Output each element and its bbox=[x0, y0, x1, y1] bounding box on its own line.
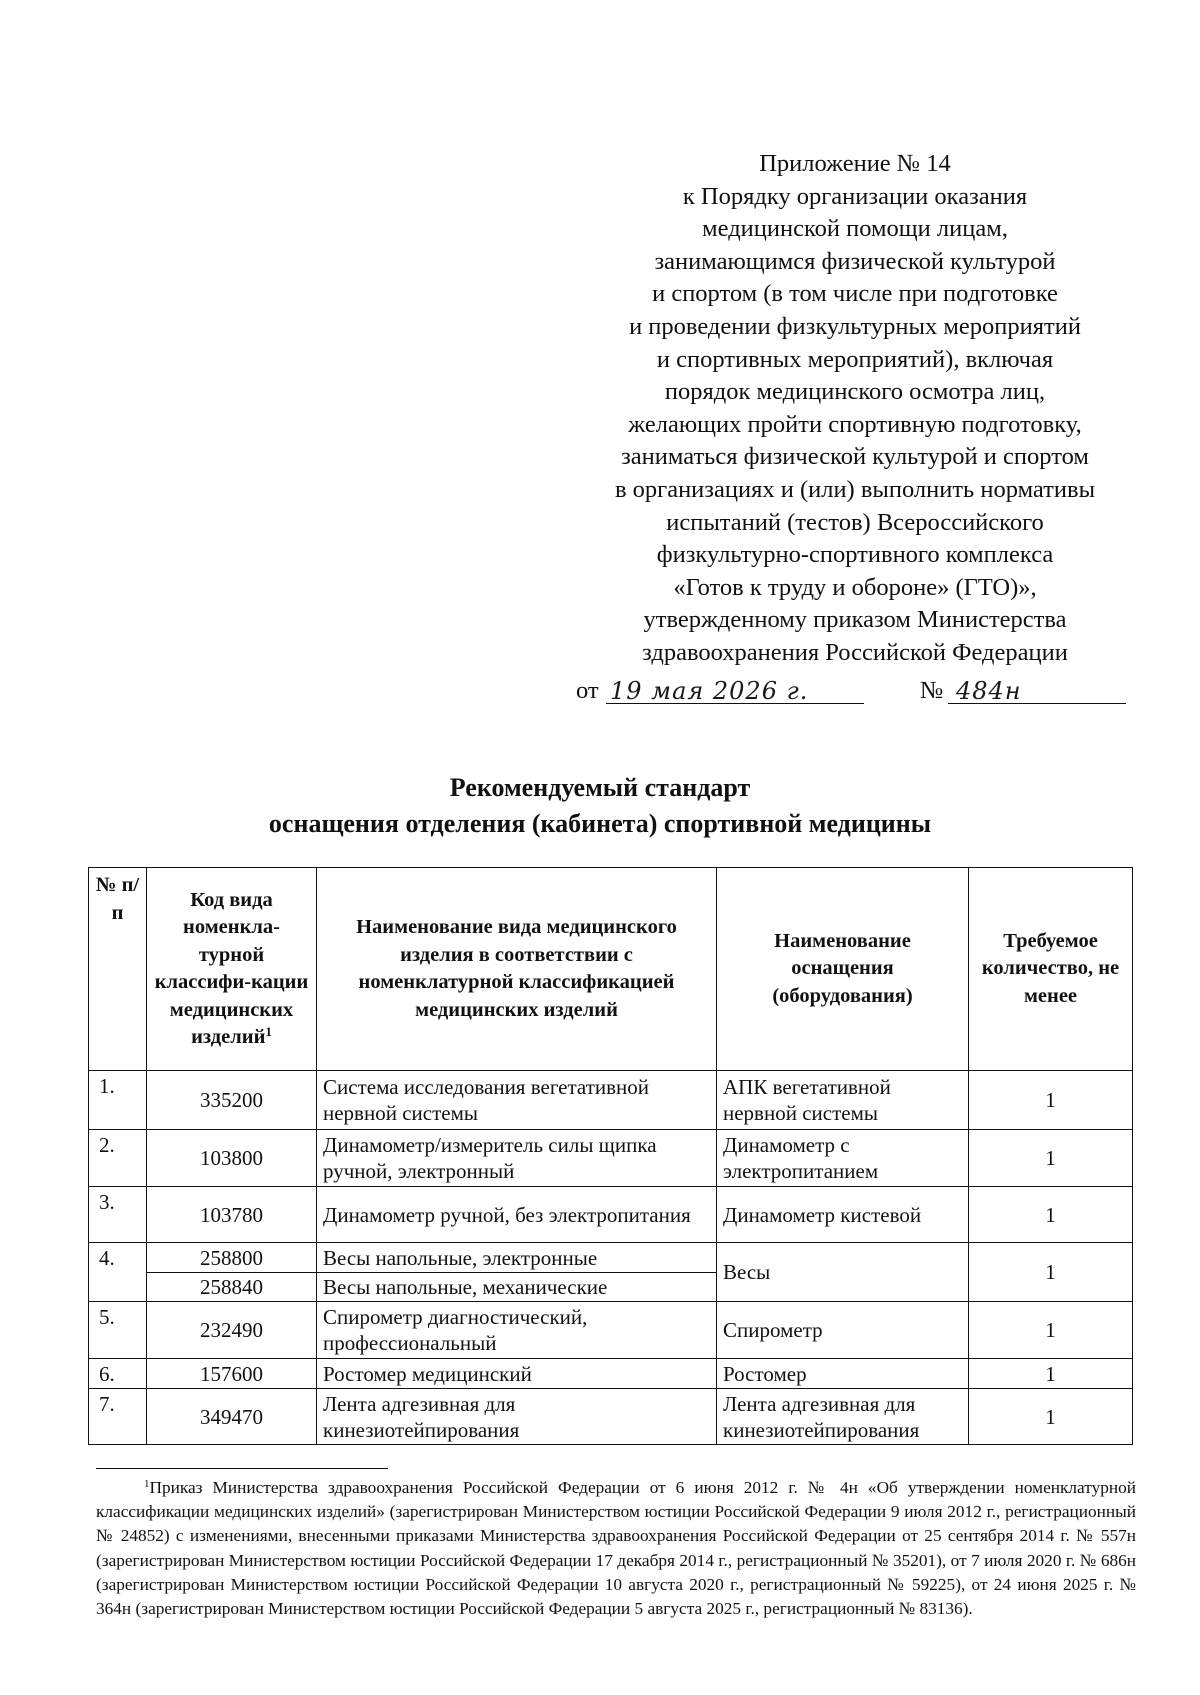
equipment-standard-table bbox=[88, 867, 1133, 1445]
appendix-line: и проведении физкультурных мероприятий bbox=[629, 312, 1081, 340]
appendix-line: медицинской помощи лицам, bbox=[702, 215, 1008, 243]
order-reference bbox=[576, 675, 1136, 707]
appendix-line: и спортивных мероприятий), включая bbox=[656, 345, 1054, 373]
order-date-handwritten: 19 мая 2026 г. bbox=[610, 677, 809, 705]
row-device-kind: Весы напольные, механические bbox=[317, 1273, 717, 1302]
row-code: 103780 bbox=[147, 1187, 317, 1243]
header-device-kind: Наименование вида медицинского изделия в соответствии с номенклатурной классификацией медицинских изделий bbox=[317, 868, 717, 1071]
row-device-kind: Лента адгезивная для кинезиотейпирования bbox=[317, 1389, 717, 1445]
row-equipment: АПК вегетативной нервной системы bbox=[717, 1071, 969, 1130]
title-line-1: Рекомендуемый стандарт bbox=[449, 773, 751, 802]
row-quantity: 1 bbox=[969, 1071, 1133, 1130]
row-no: 2. bbox=[89, 1130, 147, 1187]
appendix-line: и спортом (в том числе при подготовке bbox=[652, 280, 1058, 308]
row-equipment: Динамометр кистевой bbox=[717, 1187, 969, 1243]
row-code: 335200 bbox=[147, 1071, 317, 1130]
row-no: 5. bbox=[89, 1302, 147, 1359]
row-no: 6. bbox=[89, 1359, 147, 1389]
row-device-kind: Динамометр ручной, без электропитания bbox=[317, 1187, 717, 1243]
row-code: 103800 bbox=[147, 1130, 317, 1187]
row-no: 1. bbox=[89, 1071, 147, 1130]
row-device-kind: Система исследования вегетативной нервной системы bbox=[317, 1071, 717, 1130]
appendix-line: Приложение № 14 bbox=[759, 150, 951, 177]
appendix-line: занимающимся физической культурой bbox=[654, 247, 1056, 275]
row-quantity: 1 bbox=[969, 1359, 1133, 1389]
order-number-handwritten: 484н bbox=[956, 677, 1022, 705]
appendix-line: заниматься физической культурой и спортом bbox=[621, 443, 1089, 471]
row-code: 232490 bbox=[147, 1302, 317, 1359]
appendix-line: в организациях и (или) выполнить нормативы bbox=[614, 475, 1096, 503]
table-header-row bbox=[89, 868, 1133, 1071]
header-quantity: Требуемое количество, не менее bbox=[969, 868, 1133, 1071]
header-no: № п/п bbox=[89, 868, 147, 1071]
row-equipment: Лента адгезивная для кинезиотейпирования bbox=[717, 1389, 969, 1445]
row-no: 3. bbox=[89, 1187, 147, 1243]
row-quantity: 1 bbox=[969, 1389, 1133, 1445]
table-row bbox=[89, 1071, 1133, 1130]
row-device-kind: Спирометр диагностический, профессиональный bbox=[317, 1302, 717, 1359]
row-code: 258840 bbox=[147, 1273, 317, 1302]
row-no: 7. bbox=[89, 1389, 147, 1445]
order-from-label: от bbox=[576, 677, 599, 704]
appendix-line: утвержденному приказом Министерства bbox=[643, 606, 1067, 634]
footnote-marker: 1 bbox=[144, 1478, 150, 1490]
table-row bbox=[89, 1302, 1133, 1359]
appendix-line: испытаний (тестов) Всероссийского bbox=[666, 508, 1044, 536]
row-device-kind: Весы напольные, электронные bbox=[317, 1243, 717, 1273]
row-quantity: 1 bbox=[969, 1130, 1133, 1187]
row-quantity: 1 bbox=[969, 1187, 1133, 1243]
table-row bbox=[89, 1187, 1133, 1243]
header-code bbox=[147, 868, 317, 1071]
table-row bbox=[89, 1389, 1133, 1445]
table-row bbox=[89, 1243, 1133, 1273]
document-title bbox=[60, 770, 1140, 842]
row-device-kind: Ростомер медицинский bbox=[317, 1359, 717, 1389]
appendix-header bbox=[570, 148, 1140, 670]
header-code-text: Код вида номенкла-турной классифи-кации медицинских изделий bbox=[154, 888, 309, 1048]
table-row bbox=[89, 1130, 1133, 1187]
row-code: 157600 bbox=[147, 1359, 317, 1389]
title-line-2: оснащения отделения (кабинета) спортивной медицины bbox=[268, 809, 932, 838]
appendix-line: физкультурно-спортивного комплекса bbox=[656, 541, 1054, 569]
row-code: 258800 bbox=[147, 1243, 317, 1273]
order-number-label: № bbox=[920, 677, 944, 704]
footnote bbox=[96, 1476, 1136, 1621]
footnote-text: Приказ Министерства здравоохранения Российской Федерации от 6 июня 2012 г. № 4н «Об утверждении номенклатурной классификации медицинских изделий» (зарегистрирован Министерством юстиции Российской Федерации 9 июля 2012 г., регистрационный № 24852) с изменениями, внесенными приказами Министерства здравоохранения Российской Федерации от 25 сентября 2014 г. № 557н (зарегистрирован Министерством юстиции Российской Федерации 17 декабря 2014 г., регистрационный № 35201), от 7 июля 2020 г. № 686н (зарегистрирован Министерством юстиции Российской Федерации 10 августа 2020 г., регистрационный № 59225), от 24 июня 2025 г. № 364н (зарегистрирован Министерством юстиции Российской Федерации 5 августа 2025 г., регистрационный № 83136). bbox=[96, 1478, 1136, 1619]
appendix-line: к Порядку организации оказания bbox=[682, 182, 1028, 210]
appendix-line: порядок медицинского осмотра лиц, bbox=[664, 378, 1046, 406]
row-no: 4. bbox=[89, 1243, 147, 1302]
appendix-line: здравоохранения Российской Федерации bbox=[642, 638, 1068, 666]
table-row bbox=[89, 1359, 1133, 1389]
row-equipment: Ростомер bbox=[717, 1359, 969, 1389]
row-equipment: Весы bbox=[717, 1243, 969, 1302]
row-quantity: 1 bbox=[969, 1302, 1133, 1359]
header-equipment: Наименование оснащения (оборудования) bbox=[717, 868, 969, 1071]
footnote-ref: 1 bbox=[265, 1024, 272, 1039]
row-device-kind: Динамометр/измеритель силы щипка ручной, электронный bbox=[317, 1130, 717, 1187]
row-equipment: Динамометр с электропитанием bbox=[717, 1130, 969, 1187]
footnote-separator bbox=[96, 1468, 388, 1469]
row-equipment: Спирометр bbox=[717, 1302, 969, 1359]
row-code: 349470 bbox=[147, 1389, 317, 1445]
row-quantity: 1 bbox=[969, 1243, 1133, 1302]
appendix-line: «Готов к труду и обороне» (ГТО)», bbox=[673, 573, 1037, 601]
appendix-line: желающих пройти спортивную подготовку, bbox=[628, 410, 1082, 438]
